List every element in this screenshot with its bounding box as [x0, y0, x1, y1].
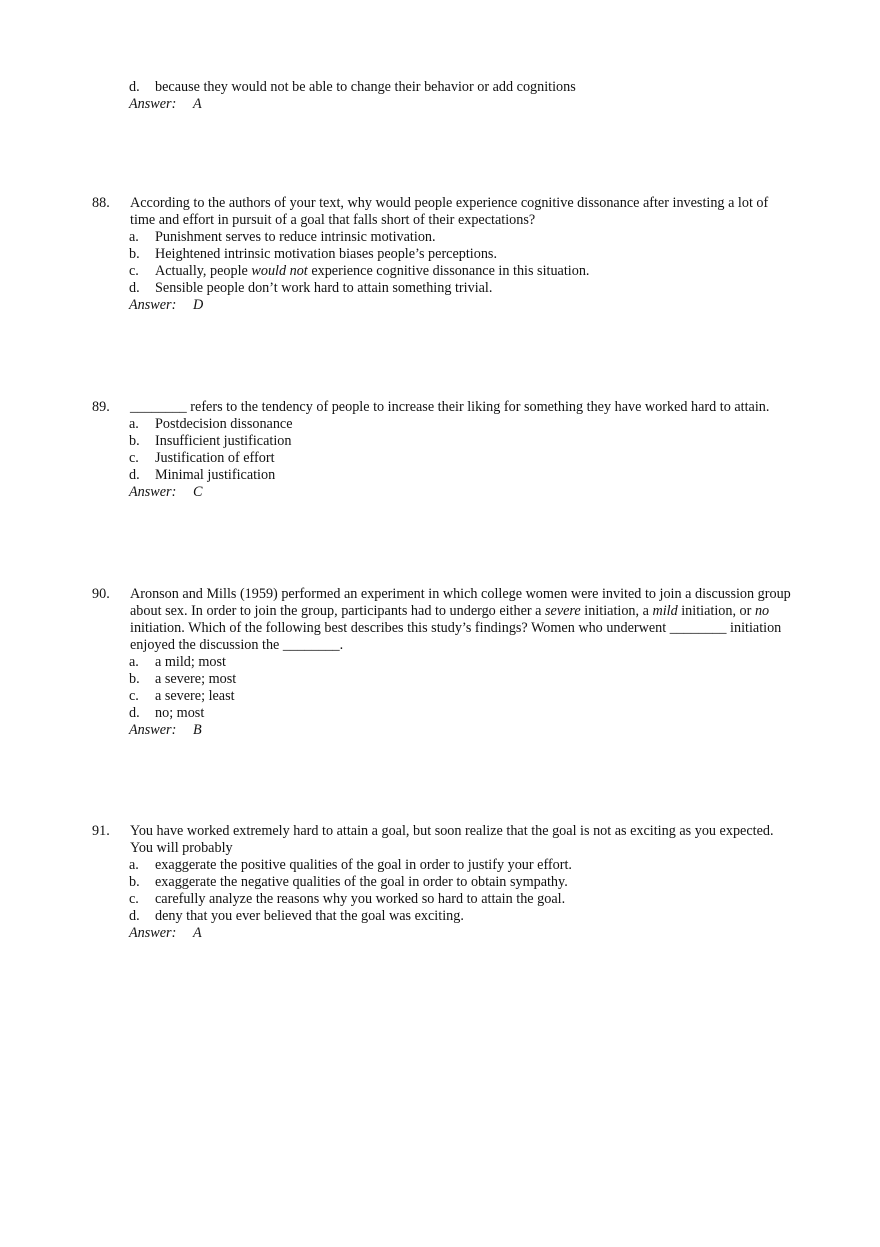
option-text: no; most	[155, 705, 205, 721]
option-c	[129, 450, 792, 467]
option-d	[129, 908, 792, 925]
question-stem: ________ refers to the tendency of people to increase their liking for something they have worked hard to attain.	[130, 399, 770, 415]
answer-label: Answer:	[129, 297, 177, 313]
option-letter: d.	[129, 280, 140, 296]
option-letter: d.	[129, 79, 140, 95]
option-text: Sensible people don’t work hard to attain something trivial.	[155, 280, 493, 296]
answer-label: Answer:	[129, 925, 177, 941]
option-text-part: experience cognitive dissonance in this situation.	[307, 263, 590, 279]
stem-part: Aronson and Mills (1959) performed an experiment in which college women were invited to join a discussion group about sex. In order to join the group, participants had to undergo either a	[130, 586, 791, 619]
option-d	[129, 705, 792, 722]
option-a	[129, 654, 792, 671]
option-text: Heightened intrinsic motivation biases people’s perceptions.	[155, 246, 497, 262]
option-b	[129, 433, 792, 450]
answer-value: D	[193, 297, 204, 313]
option-text-emphasis: would not	[251, 263, 308, 279]
answer-label: Answer:	[129, 484, 177, 500]
option-c	[129, 263, 792, 280]
option-text: Justification of effort	[155, 450, 275, 466]
option-d	[129, 280, 792, 297]
option-d	[129, 467, 792, 484]
option-text: a severe; most	[155, 671, 237, 687]
option-letter: d.	[129, 908, 140, 924]
option-text: carefully analyze the reasons why you worked so hard to attain the goal.	[155, 891, 566, 907]
stem-emphasis: severe	[545, 603, 581, 619]
answer-line	[129, 925, 792, 942]
option-d	[129, 79, 792, 96]
answer-line	[129, 722, 792, 739]
question-89	[92, 399, 792, 501]
option-letter: b.	[129, 671, 140, 687]
option-c	[129, 891, 792, 908]
question-stem-row	[92, 399, 792, 416]
question-91	[92, 823, 792, 942]
answer-label: Answer:	[129, 96, 177, 112]
option-text-part: Actually, people	[155, 263, 252, 279]
option-letter: c.	[129, 891, 139, 907]
question-stem: According to the authors of your text, why would people experience cognitive dissonance after investing a lot of time and effort in pursuit of a goal that falls short of their expectations?	[130, 195, 769, 228]
option-letter: c.	[129, 688, 139, 704]
option-text: exaggerate the negative qualities of the goal in order to obtain sympathy.	[155, 874, 568, 890]
option-a	[129, 416, 792, 433]
option-letter: b.	[129, 874, 140, 890]
option-a	[129, 229, 792, 246]
answer-value: C	[193, 484, 203, 500]
option-b	[129, 671, 792, 688]
question-90	[92, 586, 792, 739]
option-text	[155, 263, 589, 280]
stem-part: initiation, or	[677, 603, 755, 619]
question-stem	[130, 586, 792, 654]
question-stem-row	[92, 823, 792, 857]
option-text: a severe; least	[155, 688, 235, 704]
question-number: 91.	[92, 823, 110, 839]
option-text: a mild; most	[155, 654, 226, 670]
question-number: 90.	[92, 586, 110, 602]
question-number: 89.	[92, 399, 110, 415]
stem-emphasis: no	[754, 603, 770, 619]
option-letter: c.	[129, 450, 139, 466]
option-text: Insufficient justification	[155, 433, 292, 449]
option-text: because they would not be able to change their behavior or add cognitions	[155, 79, 576, 95]
option-letter: a.	[129, 654, 139, 670]
option-text: Minimal justification	[155, 467, 276, 483]
stem-emphasis: mild	[652, 603, 678, 619]
question-number: 88.	[92, 195, 110, 211]
option-letter: b.	[129, 246, 140, 262]
option-text: deny that you ever believed that the goal was exciting.	[155, 908, 464, 924]
option-letter: a.	[129, 857, 139, 873]
question-stem-row	[92, 195, 792, 229]
option-letter: d.	[129, 705, 140, 721]
option-letter: d.	[129, 467, 140, 483]
question-stem-row	[92, 586, 792, 654]
answer-line	[129, 297, 792, 314]
answer-value: B	[193, 722, 202, 738]
option-letter: c.	[129, 263, 139, 279]
option-text: exaggerate the positive qualities of the goal in order to justify your effort.	[155, 857, 572, 873]
option-b	[129, 246, 792, 263]
answer-label: Answer:	[129, 722, 177, 738]
answer-line	[129, 484, 792, 501]
option-b	[129, 874, 792, 891]
question-88	[92, 195, 792, 314]
option-letter: a.	[129, 416, 139, 432]
option-c	[129, 688, 792, 705]
option-letter: b.	[129, 433, 140, 449]
answer-value: A	[193, 96, 202, 112]
answer-line	[129, 96, 792, 113]
answer-value: A	[193, 925, 202, 941]
stem-part: initiation. Which of the following best describes this study’s findings? Women who underwent ________ initiation enjoyed the discussion the ________.	[130, 620, 782, 653]
question-87-tail	[92, 79, 792, 113]
stem-part: initiation, a	[580, 603, 653, 619]
option-a	[129, 857, 792, 874]
option-letter: a.	[129, 229, 139, 245]
question-stem: You have worked extremely hard to attain a goal, but soon realize that the goal is not as exciting as you expected. You will probably	[130, 823, 774, 856]
option-text: Punishment serves to reduce intrinsic motivation.	[155, 229, 436, 245]
option-text: Postdecision dissonance	[155, 416, 293, 432]
